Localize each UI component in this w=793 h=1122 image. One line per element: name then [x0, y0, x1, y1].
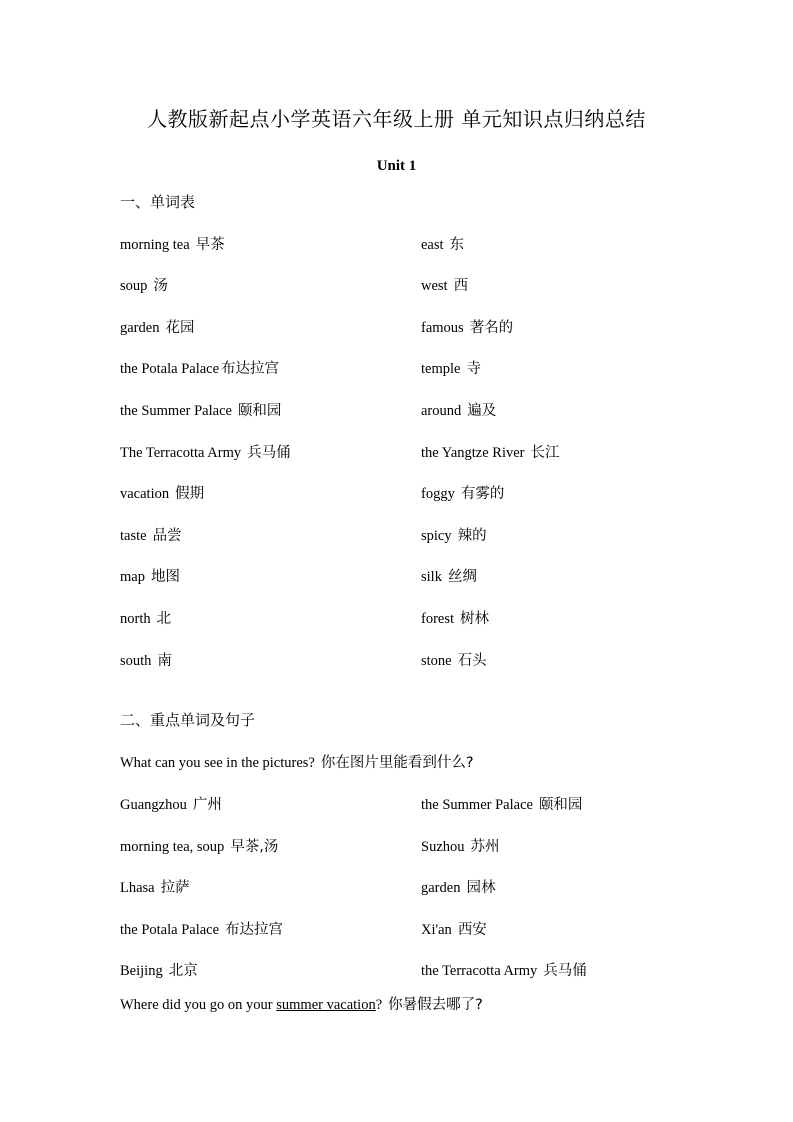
vocab-row — [120, 607, 680, 629]
place-row — [120, 793, 680, 815]
chinese-meaning: 品尝 — [152, 528, 182, 544]
chinese-meaning: 遍及 — [467, 403, 497, 419]
english-word: morning tea, soup — [120, 839, 225, 855]
english-sentence-suffix: ? — [375, 997, 383, 1013]
chinese-meaning: 早茶 — [195, 237, 225, 253]
section-heading-vocabulary: 一、单词表 — [120, 193, 196, 211]
english-word: forest — [421, 611, 455, 627]
english-word: famous — [421, 320, 464, 336]
place-left — [120, 793, 222, 814]
chinese-meaning: 长江 — [530, 445, 560, 461]
vocab-right — [421, 565, 477, 586]
chinese-meaning: 寺 — [466, 361, 481, 377]
chinese-meaning: 地图 — [150, 569, 180, 585]
vocab-left — [120, 233, 225, 254]
english-word: garden — [120, 320, 160, 336]
chinese-meaning: 北京 — [168, 963, 198, 979]
english-sentence: What can you see in the pictures? — [120, 755, 315, 771]
english-word: silk — [421, 569, 442, 585]
english-word: the Terracotta Army — [421, 963, 538, 979]
vocab-right — [421, 482, 504, 503]
place-left — [120, 959, 198, 980]
place-row — [120, 918, 680, 940]
english-word: morning tea — [120, 237, 190, 253]
english-word: Lhasa — [120, 880, 155, 896]
vocab-left — [120, 482, 204, 503]
vocab-row — [120, 274, 680, 296]
english-word: foggy — [421, 486, 455, 502]
english-word: vacation — [120, 486, 170, 502]
chinese-meaning: 布达拉宫 — [225, 922, 284, 938]
chinese-meaning: 兵马俑 — [543, 963, 587, 979]
english-word: stone — [421, 653, 452, 669]
vocab-left — [120, 524, 182, 545]
english-word: The Terracotta Army — [120, 445, 242, 461]
question-sentence — [120, 751, 474, 772]
question-sentence-vacation — [120, 993, 483, 1014]
vocab-row — [120, 357, 680, 379]
place-right — [421, 835, 500, 856]
place-row — [120, 835, 680, 857]
chinese-meaning: 拉萨 — [160, 880, 190, 896]
english-word: soup — [120, 278, 148, 294]
chinese-sentence: 你在图片里能看到什么? — [320, 755, 474, 771]
chinese-meaning: 颐和园 — [237, 403, 282, 419]
english-word: west — [421, 278, 448, 294]
vocab-right — [421, 233, 464, 254]
vocab-left — [120, 607, 171, 628]
chinese-meaning: 南 — [157, 653, 172, 669]
vocab-left — [120, 399, 281, 420]
chinese-meaning: 园林 — [466, 880, 496, 896]
english-word: map — [120, 569, 145, 585]
chinese-meaning: 东 — [449, 237, 465, 253]
english-word: east — [421, 237, 444, 253]
english-word: garden — [421, 880, 461, 896]
chinese-meaning: 著名的 — [469, 320, 514, 336]
vocab-left — [120, 565, 180, 586]
vocab-row — [120, 441, 680, 463]
chinese-meaning: 北 — [156, 611, 172, 627]
underlined-phrase: summer vacation — [276, 997, 376, 1013]
english-word: around — [421, 403, 462, 419]
chinese-meaning: 有雾的 — [460, 486, 505, 502]
chinese-meaning: 西安 — [457, 922, 487, 938]
unit-heading: Unit 1 — [376, 158, 417, 174]
english-word: south — [120, 653, 152, 669]
vocab-row — [120, 565, 680, 587]
place-left — [120, 918, 283, 939]
vocab-row — [120, 482, 680, 504]
chinese-meaning: 汤 — [153, 278, 168, 294]
english-word: temple — [421, 361, 461, 377]
english-word: Xi'an — [421, 922, 452, 938]
chinese-meaning: 石头 — [457, 653, 487, 669]
english-sentence-prefix: Where did you go on your — [120, 997, 273, 1013]
vocab-row — [120, 399, 680, 421]
english-word: the Yangtze River — [421, 445, 525, 461]
chinese-meaning: 假期 — [175, 486, 205, 502]
english-word: the Potala Palace — [120, 922, 220, 938]
place-left — [120, 876, 190, 897]
vocab-right — [421, 441, 560, 462]
chinese-sentence: 你暑假去哪了? — [388, 997, 483, 1013]
vocab-left — [120, 649, 172, 670]
vocab-right — [421, 274, 468, 295]
vocab-left — [120, 274, 168, 295]
place-right — [421, 793, 582, 814]
section-heading-key-sentences: 二、重点单词及句子 — [120, 711, 256, 729]
vocab-right — [421, 316, 513, 337]
page-title: 人教版新起点小学英语六年级上册 单元知识点归纳总结 — [147, 107, 646, 131]
english-word: Suzhou — [421, 839, 465, 855]
chinese-meaning: 树林 — [460, 611, 490, 627]
place-row — [120, 876, 680, 898]
chinese-meaning: 辣的 — [457, 528, 487, 544]
english-word: Beijing — [120, 963, 163, 979]
english-word: north — [120, 611, 151, 627]
chinese-meaning: 花园 — [165, 320, 195, 336]
place-right — [421, 876, 495, 897]
vocab-left — [120, 441, 291, 462]
english-word: the Potala Palace — [120, 361, 220, 377]
english-word: spicy — [421, 528, 452, 544]
vocab-right — [421, 524, 487, 545]
english-word: the Summer Palace — [120, 403, 232, 419]
english-word: the Summer Palace — [421, 797, 533, 813]
vocab-right — [421, 649, 487, 670]
chinese-meaning: 布达拉宫 — [221, 361, 280, 377]
vocab-row — [120, 649, 680, 671]
place-right — [421, 959, 587, 980]
chinese-meaning: 早茶,汤 — [230, 839, 279, 855]
chinese-meaning: 广州 — [192, 797, 222, 813]
place-right — [421, 918, 487, 939]
vocab-right — [421, 607, 489, 628]
english-word: Guangzhou — [120, 797, 187, 813]
chinese-meaning: 颐和园 — [538, 797, 583, 813]
vocab-row — [120, 316, 680, 338]
chinese-meaning: 苏州 — [470, 839, 500, 855]
chinese-meaning: 西 — [453, 278, 469, 294]
vocab-left — [120, 316, 194, 337]
vocab-left — [120, 357, 279, 378]
place-row — [120, 959, 680, 981]
vocab-right — [421, 399, 496, 420]
place-left — [120, 835, 278, 856]
chinese-meaning: 丝绸 — [447, 569, 477, 585]
vocab-row — [120, 233, 680, 255]
chinese-meaning: 兵马俑 — [247, 445, 291, 461]
vocab-row — [120, 524, 680, 546]
english-word: taste — [120, 528, 147, 544]
vocab-right — [421, 357, 481, 378]
